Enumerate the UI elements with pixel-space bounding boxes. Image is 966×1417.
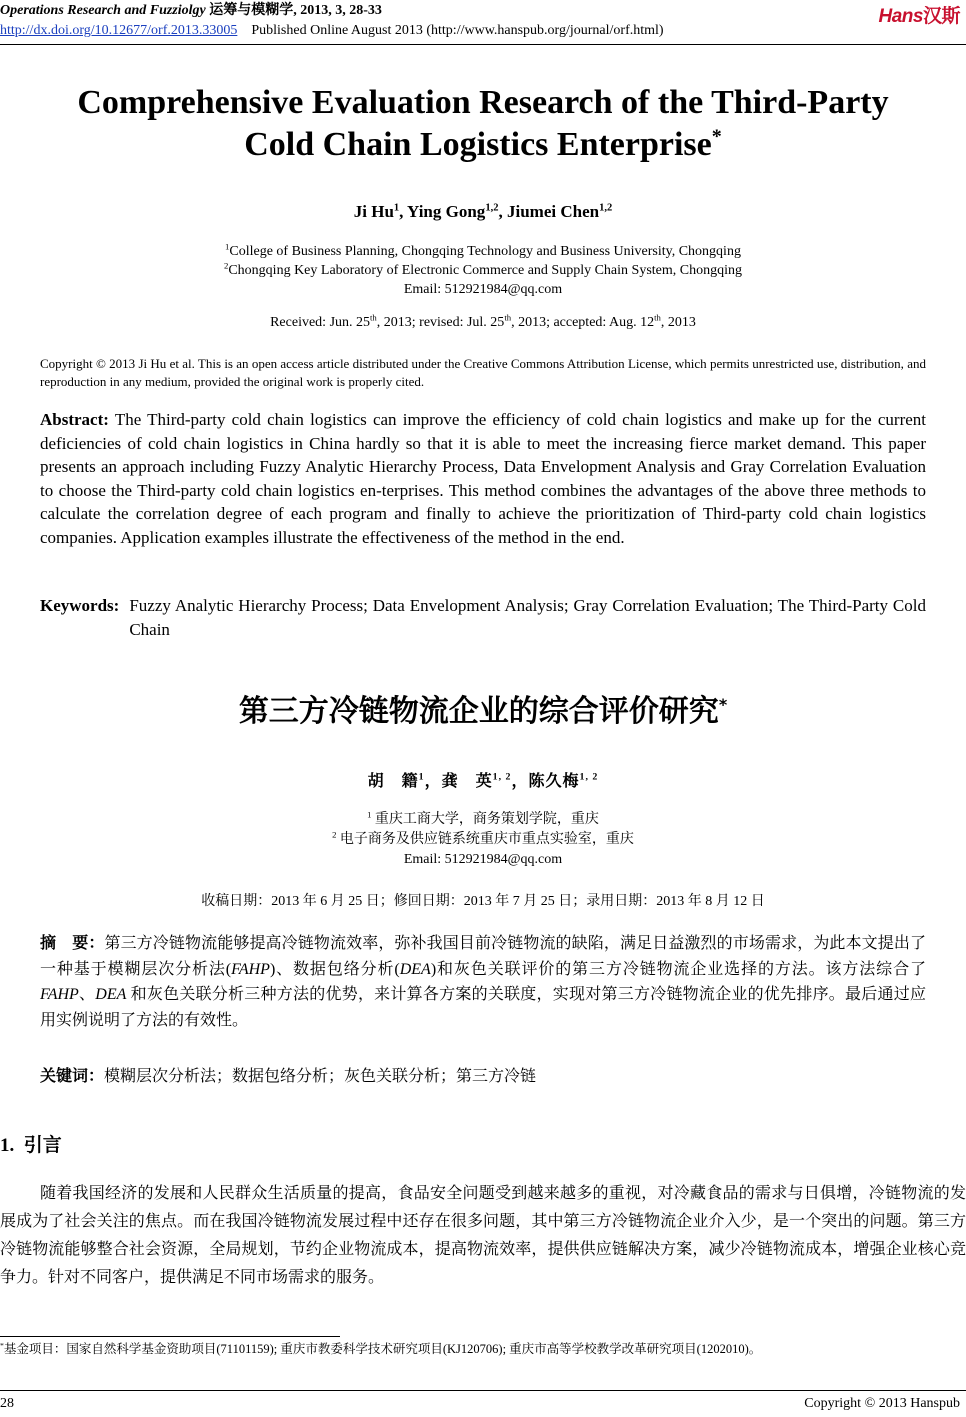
affiliation-2-en: $^2$Chongqing Key Laboratory of Electronic Commerce and Supply Chain System, Chongqing	[224, 260, 742, 278]
affiliation-1-cn: $^1$ 重庆工商大学，商务策划学院，重庆	[367, 809, 599, 827]
intro-paragraph: 随着我国经济的发展和人民群众生活质量的提高，食品安全问题受到越来越多的重视，对冷藏食品的需求与日俱增，冷链物流的发展成为了社会关注的焦点。而在我国冷链物流发展过程中还存在很多问题，其中第三方冷链物流企业介入少，是一个突出的问题。第三方冷链物流能够整合社会资源，全局规划，节约企业物流成本，提高物流效率，提供供应链解决方案，减少冷链物流成本，增强企业核心竞争力。针对不同客户，提供满足不同市场需求的服务。	[0, 1185, 966, 1286]
email-en: Email: 512921984@qq.com	[403, 282, 563, 297]
received-dates-cn: 收稿日期：2013 年 6 月 25 日；修回日期：2013 年 7 月 25 日；录用日期：2013 年 8 月 12 日	[201, 894, 765, 909]
publisher-logo: Hans汉斯	[878, 6, 960, 27]
paper-title-en: Comprehensive Evaluation Research of the Third-Party Cold Chain Logistics Enterprise*	[77, 84, 889, 163]
page-number: 28	[0, 1396, 14, 1411]
copyright-notice: Copyright © 2013 Ji Hu et al. This is an open access article distributed under the Creative Commons Attribution License, which permits unrestricted use, distribution, and reproduction in any medium, provided the original work is properly cited.	[40, 356, 926, 389]
paper-title-cn: 第三方冷链物流企业的综合评价研究*	[238, 694, 728, 729]
authors-cn: 胡 籍$^1$，龚 英$^{1, 2}$，陈久梅$^{1, 2}$	[367, 771, 599, 790]
doi-line	[0, 22, 664, 40]
doi-link[interactable]: http://dx.doi.org/10.12677/orf.2013.33005	[0, 23, 238, 38]
abstract-en: Abstract: The Third-party cold chain logistics can improve the efficiency of cold chain logistics and make up for the current deficiencies of cold chain logistics in China hardly so that it is able to meet the increasing fierce market demand. This paper presents an approach including Fuzzy Analytic Hierarchy Process, Data Envelopment Analysis and Gray Correlation Evaluation to choose the Third-party cold chain logistics en-terprises. This method combines the advantages of the above three methods to calculate the correlation degree of each program and finally to achieve the prioritization of Third-party cold chain logistics companies. Application examples illustrate the effectiveness of the method in the end.	[40, 410, 927, 547]
keywords-cn: 关键词：模糊层次分析法；数据包络分析；灰色关联分析；第三方冷链	[40, 1066, 537, 1085]
abstract-label: Abstract:	[40, 410, 109, 429]
footnote-divider	[0, 1336, 340, 1337]
authors-en: Ji Hu$^1$, Ying Gong$^{1,2}$, Jiumei Chen$^{1,2}$	[353, 202, 613, 221]
journal-volume: , 2013, 3, 28-33	[293, 3, 382, 18]
section-heading-intro: 1. 引言	[0, 1134, 62, 1156]
keywords-en: Keywords: Fuzzy Analytic Hierarchy Process; Data Envelopment Analysis; Gray Correlation Evaluation; The Third-Party Cold Chain	[40, 596, 926, 639]
affiliation-1-en: $^1$College of Business Planning, Chongqing Technology and Business University, Chongqing	[225, 241, 741, 259]
header-divider	[0, 44, 966, 45]
running-header	[0, 2, 382, 20]
abstract-cn: 摘 要：第三方冷链物流能够提高冷链物流效率，弥补我国目前冷链物流的缺陷，满足日益激烈的市场需求，为此本文提出了一种基于模糊层次分析法(FAHP)、数据包络分析(DEA)和灰色关联评价的第三方冷链物流企业选择的方法。该方法综合了 FAHP、DEA 和灰色关联分析三种方法的优势，来计算各方案的关联度，实现对第三方冷链物流企业的优先排序。最后通过应用实例说明了方法的有效性。	[40, 933, 926, 1029]
email-cn: Email: 512921984@qq.com	[403, 852, 563, 867]
published-info: Published Online August 2013 (http://www.hanspub.org/journal/orf.html)	[251, 23, 664, 38]
funding-footnote: *基金项目：国家自然科学基金资助项目(71101159); 重庆市教委科学技术研究项目(KJ120706); 重庆市高等学校教学改革研究项目(1202010)。	[0, 1340, 762, 1356]
journal-name: Operations Research and Fuzziolgy	[0, 3, 206, 18]
footer-copyright: Copyright © 2013 Hanspub	[804, 1396, 960, 1411]
received-dates-en: Received: Jun. 25th, 2013; revised: Jul. 25th, 2013; accepted: Aug. 12th, 2013	[270, 312, 696, 330]
footer-divider	[0, 1390, 966, 1391]
journal-name-cn: 运筹与模糊学	[209, 3, 294, 18]
affiliation-2-cn: $^2$ 电子商务及供应链系统重庆市重点实验室，重庆	[332, 829, 634, 847]
